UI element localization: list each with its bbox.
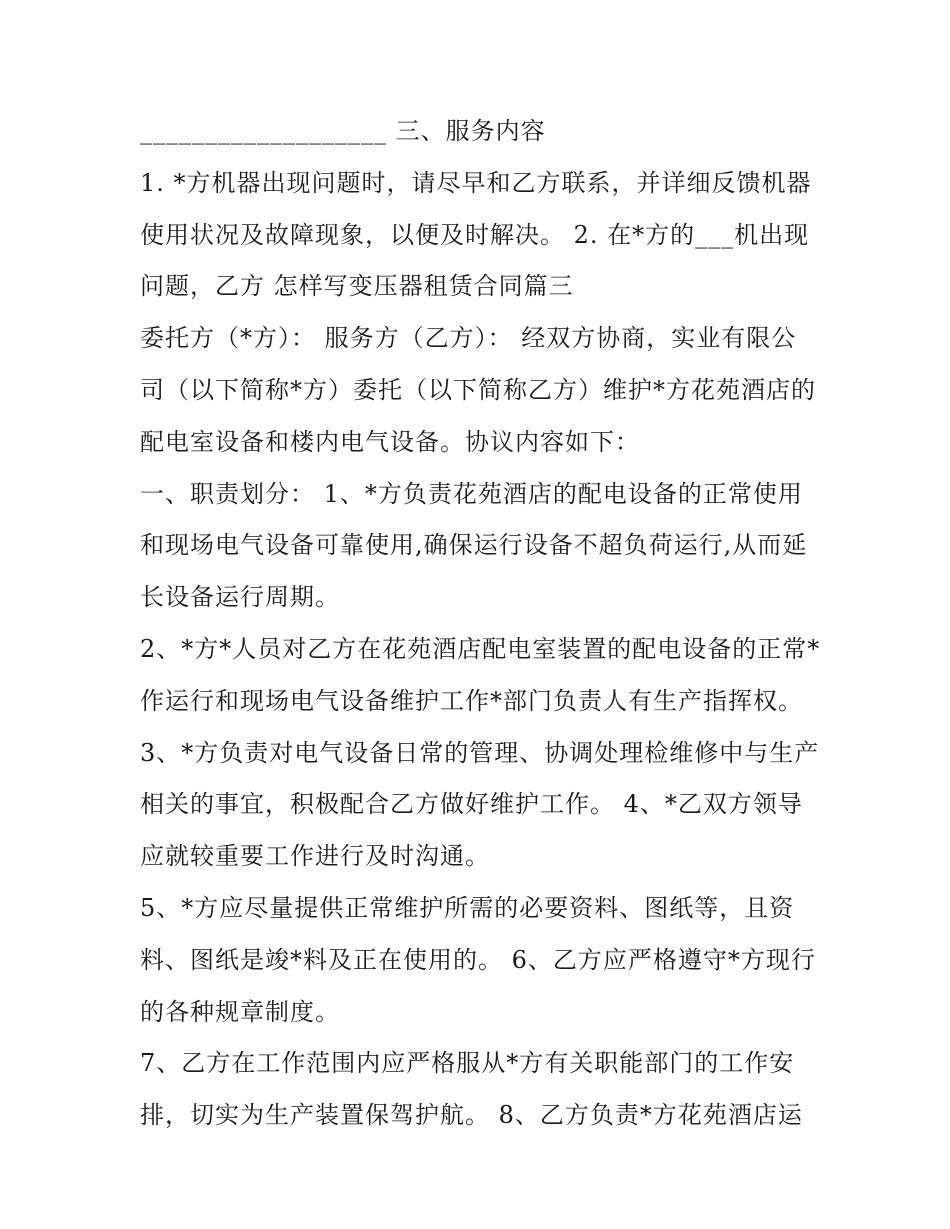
text-line: ___________________ 三、服务内容 <box>140 117 546 145</box>
text-line: 7、乙方在工作范围内应严格服从*方有关职能部门的工作安 <box>140 1049 795 1078</box>
text-line: 1. *方机器出现问题时，请尽早和乙方联系，并详细反馈机器 <box>140 168 812 197</box>
text-line: 应就较重要工作进行及时沟通。 <box>140 842 490 871</box>
text-line: 长设备运行周期。 <box>140 583 340 612</box>
text-line: 的各种规章制度。 <box>140 997 340 1026</box>
document-body <box>140 106 820 1142</box>
text-line: 司（以下简称*方）委托（以下简称乙方）维护*方花苑酒店的 <box>140 375 816 404</box>
text-line: 3、*方负责对电气设备日常的管理、协调处理检维修中与生产 <box>140 738 820 767</box>
text-line: 2、*方*人员对乙方在花苑酒店配电室装置的配电设备的正常* <box>140 634 821 663</box>
text-line: 相关的事宜，积极配合乙方做好维护工作。 4、*乙双方领导 <box>140 790 803 819</box>
text-line: 配电室设备和楼内电气设备。协议内容如下： <box>140 427 640 456</box>
text-line: 问题，乙方 怎样写变压器租赁合同篇三 <box>140 272 574 301</box>
text-line: 一、职责划分： 1、*方负责花苑酒店的配电设备的正常使用 <box>140 479 803 508</box>
text-line: 料、图纸是竣*料及正在使用的。 6、乙方应严格遵守*方现行 <box>140 945 816 974</box>
text-line: 排，切实为生产装置保驾护航。 8、乙方负责*方花苑酒店运 <box>140 1101 803 1130</box>
text-line: 5、*方应尽量提供正常维护所需的必要资料、图纸等，且资 <box>140 893 795 922</box>
text-line: 使用状况及故障现象，以便及时解决。 2. 在*方的___机出现 <box>140 220 810 249</box>
text-line: 和现场电气设备可靠使用,确保运行设备不超负荷运行,从而延 <box>140 531 808 560</box>
text-line: 作运行和现场电气设备维护工作*部门负责人有生产指挥权。 <box>140 686 803 715</box>
text-line: 委托方（*方）： 服务方（乙方）： 经双方协商，实业有限公 <box>140 324 797 353</box>
